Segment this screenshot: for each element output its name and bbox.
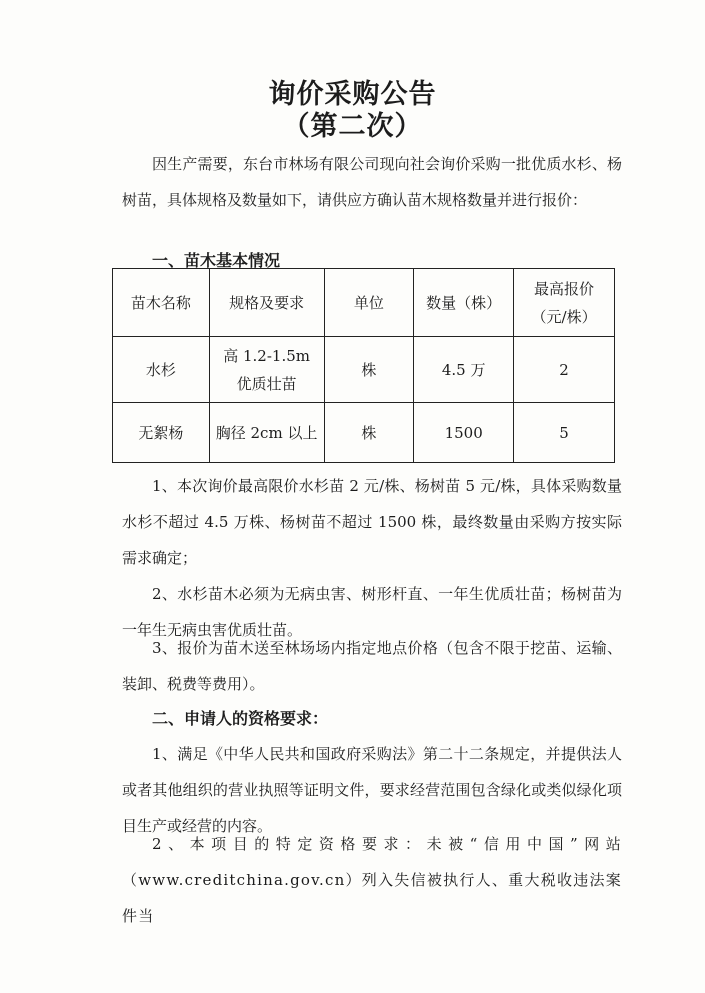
section-heading-qualifications: 二、申请人的资格要求： xyxy=(152,709,329,728)
table-cell: 1500 xyxy=(414,403,514,463)
section-heading-seedlings: 一、苗木基本情况 xyxy=(152,251,281,270)
table-cell: 5 xyxy=(514,403,615,463)
table-header-cell: 苗木名称 xyxy=(113,269,210,337)
table-header-cell: 最高报价（元/株） xyxy=(514,269,615,337)
table-header-row xyxy=(113,269,615,337)
table-cell: 2 xyxy=(514,337,615,403)
clause-3: 3、报价为苗木送至林场场内指定地点价格（包含不限于挖苗、运输、装卸、税费等费用）。 xyxy=(122,639,622,693)
table-header-cell: 规格及要求 xyxy=(209,269,324,337)
table-header-cell: 数量（株） xyxy=(414,269,514,337)
table-cell: 高 1.2-1.5m 优质壮苗 xyxy=(209,337,324,403)
clause-1: 1、本次询价最高限价水杉苗 2 元/株、杨树苗 5 元/株，具体采购数量水杉不超过 4.5 万株、杨树苗不超过 1500 株，最终数量由采购方按实际需求确定； xyxy=(122,477,622,567)
page-subtitle: （第二次） xyxy=(282,111,423,142)
table-cell: 水杉 xyxy=(113,337,210,403)
table-row xyxy=(113,337,615,403)
table-row xyxy=(113,403,615,463)
table-header-cell: 单位 xyxy=(324,269,414,337)
clause-2: 2、水杉苗木必须为无病虫害、树形杆直、一年生优质壮苗；杨树苗为一年生无病虫害优质壮苗。 xyxy=(122,585,622,639)
table-cell: 株 xyxy=(324,337,414,403)
table-cell: 无絮杨 xyxy=(113,403,210,463)
seedling-table xyxy=(112,268,615,463)
intro-paragraph: 因生产需要，东台市林场有限公司现向社会询价采购一批优质水杉、杨树苗，具体规格及数量如下，请供应方确认苗木规格数量并进行报价： xyxy=(122,155,622,209)
table-cell: 4.5 万 xyxy=(414,337,514,403)
requirement-2: 2、本项目的特定资格要求：未被“信用中国”网站（www.creditchina.gov.cn）列入失信被执行人、重大税收违法案件当 xyxy=(122,835,622,925)
table-cell: 株 xyxy=(324,403,414,463)
table-cell: 胸径 2cm 以上 xyxy=(209,403,324,463)
page-title: 询价采购公告 xyxy=(268,79,437,110)
requirement-1: 1、满足《中华人民共和国政府采购法》第二十二条规定，并提供法人或者其他组织的营业执照等证明文件，要求经营范围包含绿化或类似绿化项目生产或经营的内容。 xyxy=(122,745,622,835)
